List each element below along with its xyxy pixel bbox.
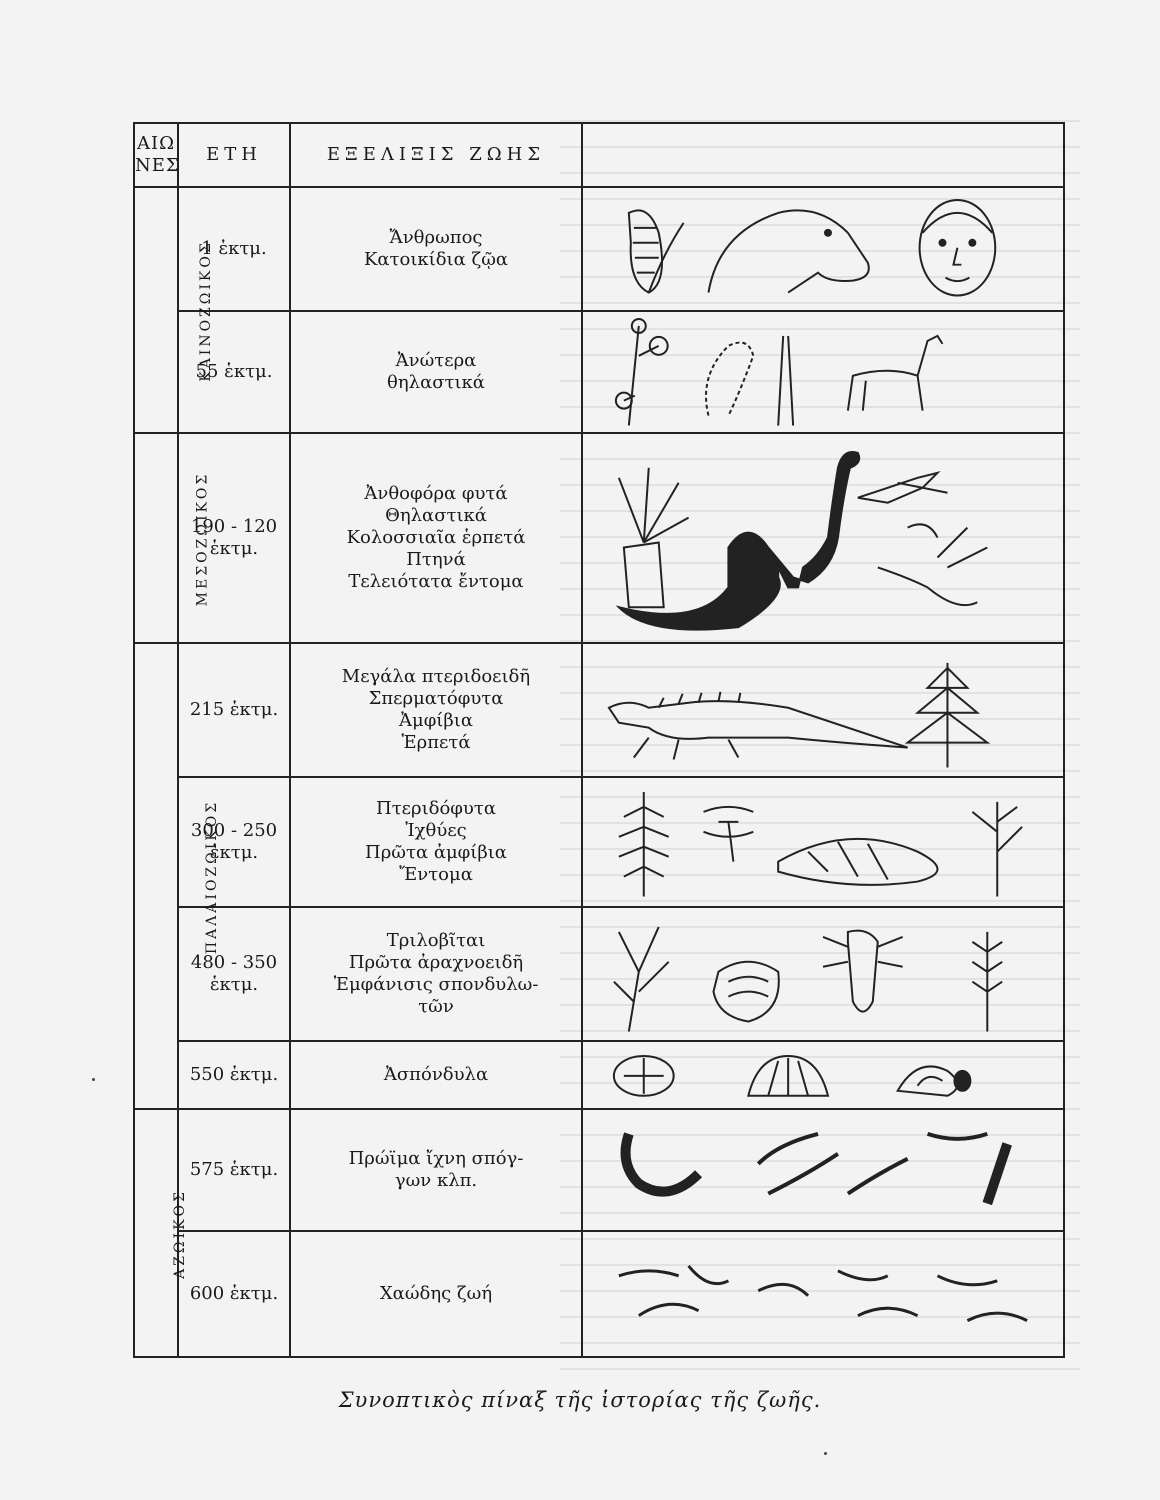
evolution-cell: Πρώϊμα ἴχνη σπόγ- γων κλπ. <box>290 1109 582 1231</box>
header-eti: ΕΤΗ <box>178 123 290 187</box>
header-row <box>134 123 1064 187</box>
primitive-worms-illustration <box>589 1236 1057 1352</box>
table-row <box>134 777 1064 907</box>
header-illustrations <box>582 123 1064 187</box>
evolution-cell: Μεγάλα πτεριδοειδῆ Σπερματόφυτα Ἀμφίβια Ἑρπετά <box>290 643 582 777</box>
corn-horse-human-illustration <box>589 193 1057 305</box>
flower-primate-llama-illustration <box>589 316 1057 428</box>
illustration-cell <box>582 433 1064 643</box>
illustration-cell <box>582 1231 1064 1357</box>
table-row <box>134 1109 1064 1231</box>
speck <box>92 1078 95 1081</box>
evolution-cell: Χαώδης ζωή <box>290 1231 582 1357</box>
era-azoic: ΑΖΩΙΚΟΣ <box>134 1109 178 1357</box>
years-cell: 215 ἑκτμ. <box>178 643 290 777</box>
coral-shell-eurypterid-illustration <box>589 912 1057 1035</box>
years-cell: 600 ἑκτμ. <box>178 1231 290 1357</box>
era-paleozoic: ΠΑΛΑΙΟΖΩΙΚΟΣ <box>134 643 178 1109</box>
years-cell: 550 ἑκτμ. <box>178 1041 290 1109</box>
illustration-cell <box>582 907 1064 1041</box>
speck <box>824 1452 827 1455</box>
evolution-cell: Ἀνώτερα θηλαστικά <box>290 311 582 433</box>
illustration-cell <box>582 643 1064 777</box>
evolution-cell: Ἄνθρωπος Κατοικίδια ζῷα <box>290 187 582 311</box>
table-row <box>134 1231 1064 1357</box>
trilobite-scallop-snail-illustration <box>589 1046 1057 1104</box>
header-exelixis: ΕΞΕΛΙΞΙΣ ΖΩΗΣ <box>290 123 582 187</box>
illustration-cell <box>582 187 1064 311</box>
years-cell: 480 - 350 ἑκτμ. <box>178 907 290 1041</box>
table-row <box>134 907 1064 1041</box>
reptile-conifer-illustration <box>589 648 1057 771</box>
evolution-cell: Ἀσπόνδυλα <box>290 1041 582 1109</box>
table-row <box>134 1041 1064 1109</box>
fern-dragonfly-fish-illustration <box>589 782 1057 901</box>
history-of-life-table <box>133 122 1065 1358</box>
table-row <box>134 643 1064 777</box>
illustration-cell <box>582 311 1064 433</box>
years-cell: 1 ἑκτμ. <box>178 187 290 311</box>
table-row <box>134 187 1064 311</box>
trace-fossils-illustration <box>589 1114 1057 1226</box>
table-row <box>134 433 1064 643</box>
illustration-cell <box>582 777 1064 907</box>
table-caption: Συνοπτικὸς πίναξ τῆς ἱστορίας τῆς ζωῆς. <box>338 1388 822 1412</box>
dinosaur-illustration <box>589 438 1057 637</box>
evolution-cell: Πτεριδόφυτα Ἰχθύες Πρῶτα ἀμφίβια Ἔντομα <box>290 777 582 907</box>
years-cell: 300 - 250 ἑκτμ. <box>178 777 290 907</box>
years-cell: 190 - 120 ἑκτμ. <box>178 433 290 643</box>
evolution-cell: Ἀνθοφόρα φυτά Θηλαστικά Κολοσσιαῖα ἑρπετά Πτηνά Τελειότατα ἔντομα <box>290 433 582 643</box>
years-cell: 575 ἑκτμ. <box>178 1109 290 1231</box>
era-mesozoic: ΜΕΣΟΖΩΙΚΟΣ <box>134 433 178 643</box>
era-cenozoic: ΚΑΙΝΟΖΩΙΚΟΣ <box>134 187 178 433</box>
illustration-cell <box>582 1041 1064 1109</box>
illustration-cell <box>582 1109 1064 1231</box>
evolution-cell: Τριλοβῖται Πρῶτα ἀραχνοειδῆ Ἐμφάνισις σπονδυλω- τῶν <box>290 907 582 1041</box>
years-cell: 55 ἑκτμ. <box>178 311 290 433</box>
table-row <box>134 311 1064 433</box>
header-aiones: ΑΙΩ ΝΕΣ <box>134 123 178 187</box>
